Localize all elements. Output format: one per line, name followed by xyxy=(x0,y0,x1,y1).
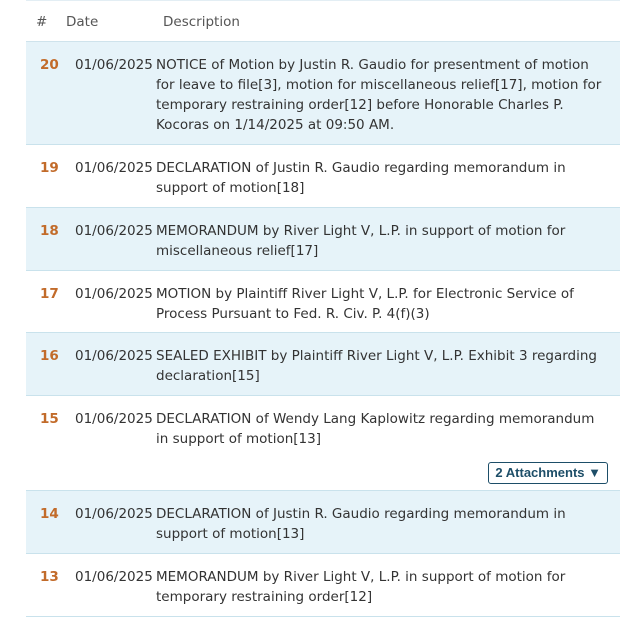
table-row xyxy=(26,396,620,491)
entry-date: 01/06/2025 xyxy=(75,223,153,239)
table-row xyxy=(26,491,620,554)
entry-date: 01/06/2025 xyxy=(75,569,153,585)
table-row xyxy=(26,554,620,617)
entry-date: 01/06/2025 xyxy=(75,57,153,73)
entry-description: DECLARATION of Wendy Lang Kaplowitz regarding memorandum in support of motion[13] xyxy=(156,411,595,447)
table-header xyxy=(26,0,620,42)
header-number: # xyxy=(36,14,48,30)
entry-description: SEALED EXHIBIT by Plaintiff River Light V, L.P. Exhibit 3 regarding declaration[15] xyxy=(156,348,597,384)
entry-number: 13 xyxy=(40,569,59,585)
docket-table xyxy=(26,0,620,618)
entry-number: 15 xyxy=(40,411,59,427)
entry-description: MEMORANDUM by River Light V, L.P. in support of motion for miscellaneous relief[17] xyxy=(156,223,566,259)
table-row xyxy=(26,271,620,333)
entry-number: 19 xyxy=(40,160,59,176)
header-description: Description xyxy=(163,14,240,30)
table-row xyxy=(26,145,620,208)
entry-description: DECLARATION of Justin R. Gaudio regarding memorandum in support of motion[18] xyxy=(156,160,566,196)
entry-number: 14 xyxy=(40,506,59,522)
entry-description: MEMORANDUM by River Light V, L.P. in support of motion for temporary restraining order[12] xyxy=(156,569,566,605)
entry-number: 17 xyxy=(40,286,59,302)
header-date: Date xyxy=(66,14,99,30)
table-row xyxy=(26,208,620,271)
entry-description: NOTICE of Motion by Justin R. Gaudio for presentment of motion for leave to file[3], motion for miscellaneous relief[17], motion for temporary restraining order[12] before Honorable Charles P. Kocoras on 1/14/2025 at 09:50 AM. xyxy=(156,57,602,133)
entry-number: 20 xyxy=(40,57,59,73)
entry-date: 01/06/2025 xyxy=(75,411,153,427)
table-row xyxy=(26,42,620,145)
entry-number: 18 xyxy=(40,223,59,239)
table-row xyxy=(26,333,620,396)
entry-description: DECLARATION of Justin R. Gaudio regarding memorandum in support of motion[13] xyxy=(156,506,566,542)
entry-description: MOTION by Plaintiff River Light V, L.P. for Electronic Service of Process Pursuant to Fed. R. Civ. P. 4(f)(3) xyxy=(156,286,574,322)
attachments-dropdown-button[interactable]: 2 Attachments ▼ xyxy=(488,462,608,484)
entry-number: 16 xyxy=(40,348,59,364)
entry-date: 01/06/2025 xyxy=(75,286,153,302)
entry-date: 01/06/2025 xyxy=(75,160,153,176)
entry-date: 01/06/2025 xyxy=(75,506,153,522)
entry-date: 01/06/2025 xyxy=(75,348,153,364)
